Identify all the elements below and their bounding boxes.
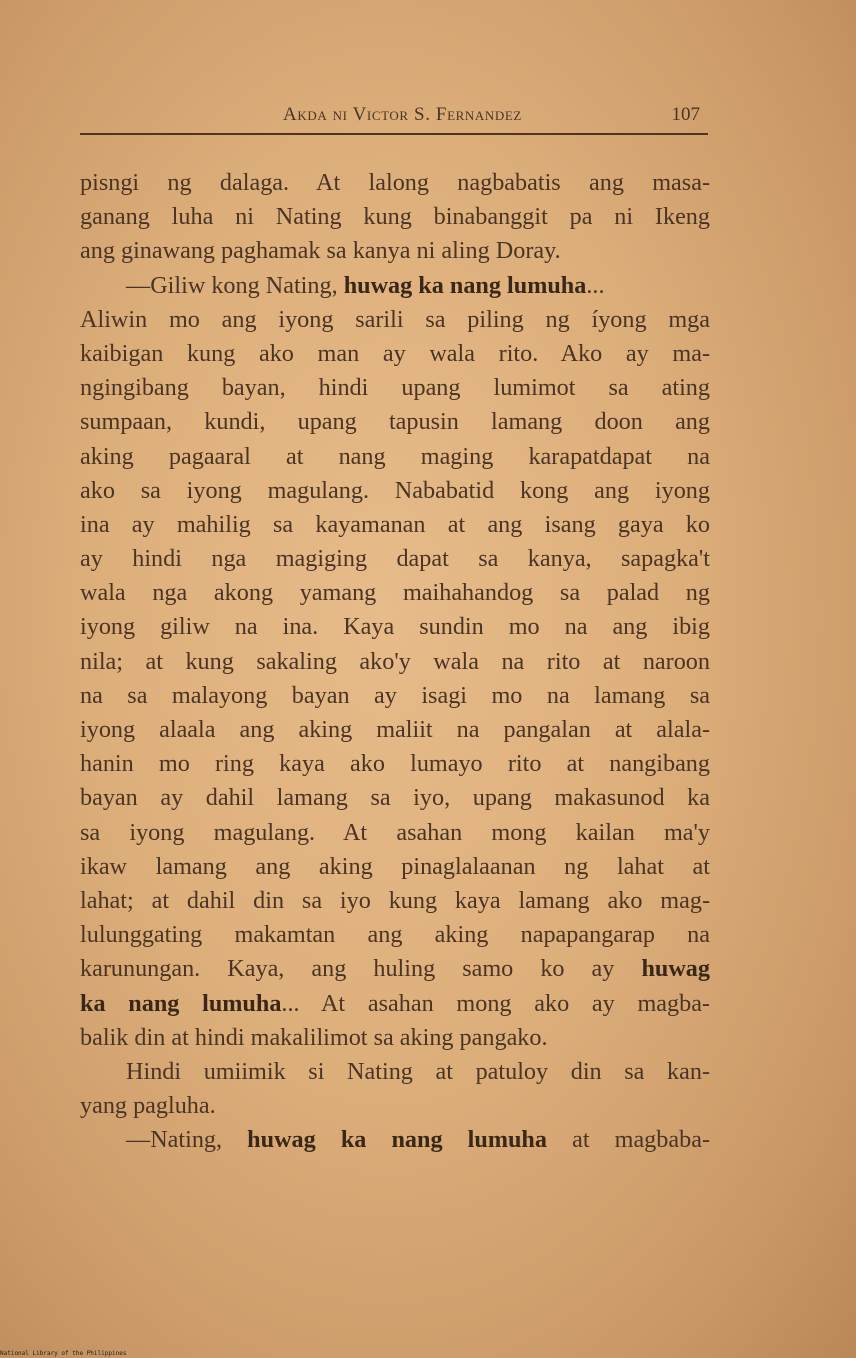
text-line: [80, 918, 710, 952]
text-run: —Giliw kong Nating,: [126, 271, 344, 299]
text-run: ngingibang bayan, hindi upang lumimot sa ating: [80, 374, 710, 402]
text-run: ... At asahan mong ako ay magba-: [281, 989, 710, 1017]
text-line: [80, 987, 710, 1021]
text-run: iyong alaala ang aking maliit na pangalan at alala-: [80, 716, 710, 743]
text-line: [80, 576, 710, 610]
text-line: [80, 508, 710, 542]
text-line: [80, 816, 710, 850]
text-run: ganang luha ni Nating kung binabanggit pa ni Ikeng: [80, 203, 710, 231]
text-line: [80, 337, 710, 371]
text-run: ina ay mahilig sa kayamanan at ang isang gaya ko: [80, 510, 710, 538]
text-line: [80, 645, 710, 679]
text-line: [80, 1055, 710, 1089]
text-run: wala nga akong yamang maihahandog sa palad ng: [80, 579, 710, 607]
text-line: [80, 234, 710, 268]
text-run: lulunggating makamtan ang aking napapangarap na: [80, 921, 710, 949]
emphasized-phrase: huwag: [641, 955, 710, 983]
text-line: [80, 1089, 710, 1123]
text-line: [80, 884, 710, 918]
text-run: ang ginawang paghamak sa kanya ni aling Doray.: [80, 237, 561, 265]
text-line: [80, 474, 710, 508]
text-line: [80, 850, 710, 884]
text-run: ako sa iyong magulang. Nababatid kong ang iyong: [80, 476, 710, 504]
text-line: [80, 1021, 710, 1055]
text-run: nila; at kung sakaling ako'y wala na rito at naroon: [80, 647, 710, 675]
text-line: [80, 269, 710, 303]
text-run: lahat; at dahil din sa iyo kung kaya lamang ako mag-: [80, 886, 710, 914]
text-run: —Nating,: [126, 1126, 248, 1154]
text-line: [80, 440, 710, 474]
text-line: [80, 781, 710, 815]
text-line: [80, 371, 710, 405]
text-run: kaibigan kung ako man ay wala rito. Ako ay ma-: [80, 339, 710, 367]
page-number: 107: [671, 104, 700, 125]
text-line: [80, 679, 710, 713]
text-run: Aliwin mo ang iyong sarili sa piling ng íyong mga: [80, 305, 710, 333]
text-run: aking pagaaral at nang maging karapatdapat na: [80, 442, 710, 470]
text-run: bayan ay dahil lamang sa iyo, upang makasunod ka: [80, 784, 710, 812]
emphasized-phrase: huwag ka nang lumuha: [343, 271, 587, 299]
body-text: [80, 166, 710, 1157]
footer-credit: National Library of the Philippines: [0, 1350, 127, 1357]
text-line: [80, 747, 710, 781]
text-line: [80, 610, 710, 644]
text-run: ikaw lamang ang aking pinaglalaanan ng lahat at: [80, 852, 710, 880]
text-line: [80, 405, 710, 439]
text-line: [80, 200, 710, 234]
header-rule: [80, 133, 708, 135]
text-run: sumpaan, kundi, upang tapusin lamang doon ang: [80, 408, 710, 436]
text-run: at magbaba-: [546, 1126, 710, 1154]
text-run: Hindi umiimik si Nating at patuloy din sa kan-: [126, 1057, 710, 1085]
running-header-title: Akda ni Victor S. Fernandez: [283, 104, 522, 125]
emphasized-phrase: huwag ka nang lumuha: [247, 1126, 547, 1154]
running-header: [80, 104, 708, 132]
text-run: yang pagluha.: [80, 1092, 216, 1120]
text-run: sa iyong magulang. At asahan mong kailan ma'y: [80, 818, 710, 846]
text-line: [80, 713, 710, 747]
text-line: [80, 952, 710, 986]
text-line: [80, 1123, 710, 1157]
text-run: pisngi ng dalaga. At lalong nagbabatis ang masa-: [80, 169, 710, 196]
text-run: karunungan. Kaya, ang huling samo ko ay: [80, 955, 642, 983]
text-run: iyong giliw na ina. Kaya sundin mo na ang ibig: [80, 613, 710, 641]
text-run: ...: [586, 271, 605, 299]
text-line: [80, 542, 710, 576]
text-line: [80, 303, 710, 337]
emphasized-phrase: ka nang lumuha: [80, 989, 282, 1017]
text-run: ay hindi nga magiging dapat sa kanya, sapagka't: [80, 545, 710, 573]
text-run: balik din at hindi makalilimot sa aking pangako.: [80, 1023, 548, 1051]
text-line: [80, 166, 710, 200]
text-run: hanin mo ring kaya ako lumayo rito at nangibang: [80, 750, 710, 778]
text-run: na sa malayong bayan ay isagi mo na lamang sa: [80, 681, 710, 709]
